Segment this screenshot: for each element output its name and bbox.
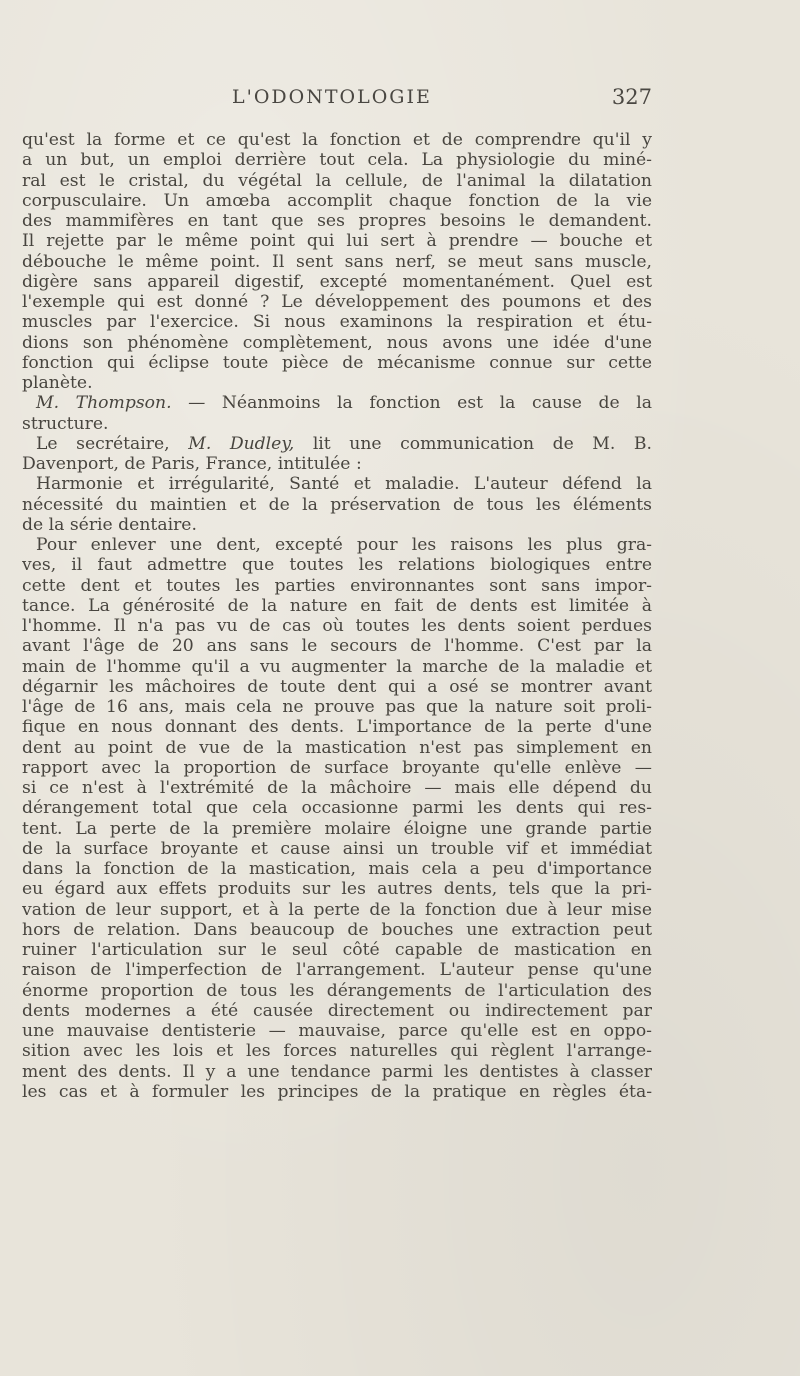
speaker-text: lit une communication de M. B. [312,433,652,454]
page-header [22,82,652,116]
page-number: 327 [611,85,652,109]
text-line: dégarnir les mâchoires de toute dent qui a osé se montrer avant [22,676,652,697]
speaker-name: M. Dudley, [188,433,295,454]
text-line: fique en nous donnant des dents. L'importance de la perte d'une [22,717,652,738]
text-line: Pour enlever une dent, excepté pour les raisons les plus gra- [36,535,652,555]
text-line: tance. La générosité de la nature en fait de dents est limitée à [22,595,652,616]
text-line: nécessité du maintien et de la préservation de tous les éléments [22,494,652,515]
text-line: dans la fonction de la mastication, mais cela a peu d'importance [22,859,652,879]
text-line: débouche le même point. Il sent sans nerf, se meut sans muscle, [22,251,652,272]
text-line: structure. [22,413,109,434]
running-title: L'ODONTOLOGIE [232,86,432,108]
speaker-line-secretary [22,434,652,454]
text-line: ral est le cristal, du végétal la cellule, de l'animal la dilatation [22,170,652,191]
text-line: fonction qui éclipse toute pièce de mécanisme connue sur cette [22,352,652,373]
text-line: dents modernes a été causée directement ou indirectement par [22,1000,652,1021]
text-line: raison de l'imperfection de l'arrangement. L'auteur pense qu'une [22,960,652,981]
speaker-name: M. Thompson. — [36,393,206,414]
text-line: qu'est la forme et ce qu'est la fonction et de comprendre qu'il y [22,130,652,150]
text-line: muscles par l'exercice. Si nous examinons la respiration et étu- [22,312,652,333]
text-line: dérangement total que cela occasionne parmi les dents qui res- [22,798,652,819]
text-line: vation de leur support, et à la perte de la fonction due à leur mise [22,899,652,920]
text-line: planète. [22,373,93,393]
text-line: dions son phénomène complètement, nous avons une idée d'une [22,332,652,353]
text-line: dent au point de vue de la mastication n'est pas simplement en [22,737,652,758]
text-line: l'exemple qui est donné ? Le développement des poumons et des [22,292,652,312]
text-line: ruiner l'articulation sur le seul côté capable de mastication en [22,940,652,960]
secretary-prefix: Le secrétaire, [36,433,170,454]
speaker-text: Néanmoins la fonction est la cause de la [221,393,652,414]
text-line: l'âge de 16 ans, mais cela ne prouve pas que la nature soit proli- [22,697,652,717]
speaker-line-thompson [22,393,652,413]
text-line: ment des dents. Il y a une tendance parmi les dentistes à classer [22,1061,652,1082]
text-line: une mauvaise dentisterie — mauvaise, parce qu'elle est en oppo- [22,1021,652,1041]
text-line: eu égard aux effets produits sur les autres dents, tels que la pri- [22,879,652,900]
text-line: a un but, un emploi derrière tout cela. La physiologie du miné- [22,150,652,171]
text-line: si ce n'est à l'extrémité de la mâchoire — mais elle dépend du [22,778,652,798]
text-line: Il rejette par le même point qui lui sert à prendre — bouche et [22,231,652,252]
text-line: hors de relation. Dans beaucoup de bouches une extraction peut [22,919,652,940]
text-line: rapport avec la proportion de surface broyante qu'elle enlève — [22,757,652,778]
text-line: digère sans appareil digestif, excepté momentanément. Quel est [22,271,652,292]
text-line: de la surface broyante et cause ainsi un trouble vif et immédiat [22,838,652,859]
text-line: sition avec les lois et les forces naturelles qui règlent l'arrange- [22,1041,652,1062]
article-body [22,130,652,1102]
text-line: énorme proportion de tous les dérangements de l'articulation des [22,980,652,1001]
text-line: Harmonie et irrégularité, Santé et maladie. L'auteur défend la [36,474,652,495]
text-line: corpusculaire. Un amœba accomplit chaque fonction de la vie [22,190,652,211]
text-line: des mammifères en tant que ses propres besoins le demandent. [22,211,652,231]
text-line: l'homme. Il n'a pas vu de cas où toutes les dents soient perdues [22,616,652,636]
text-line: cette dent et toutes les parties environnantes sont sans impor- [22,575,652,596]
text-line: Davenport, de Paris, France, intitulée : [22,454,362,474]
text-line: de la série dentaire. [22,514,197,535]
text-line: avant l'âge de 20 ans sans le secours de l'homme. C'est par la [22,636,652,657]
text-line: les cas et à formuler les principes de la pratique en règles éta- [22,1081,652,1102]
text-line: main de l'homme qu'il a vu augmenter la marche de la maladie et [22,656,652,677]
text-line: tent. La perte de la première molaire éloigne une grande partie [22,818,652,839]
text-line: ves, il faut admettre que toutes les relations biologiques entre [22,555,652,576]
